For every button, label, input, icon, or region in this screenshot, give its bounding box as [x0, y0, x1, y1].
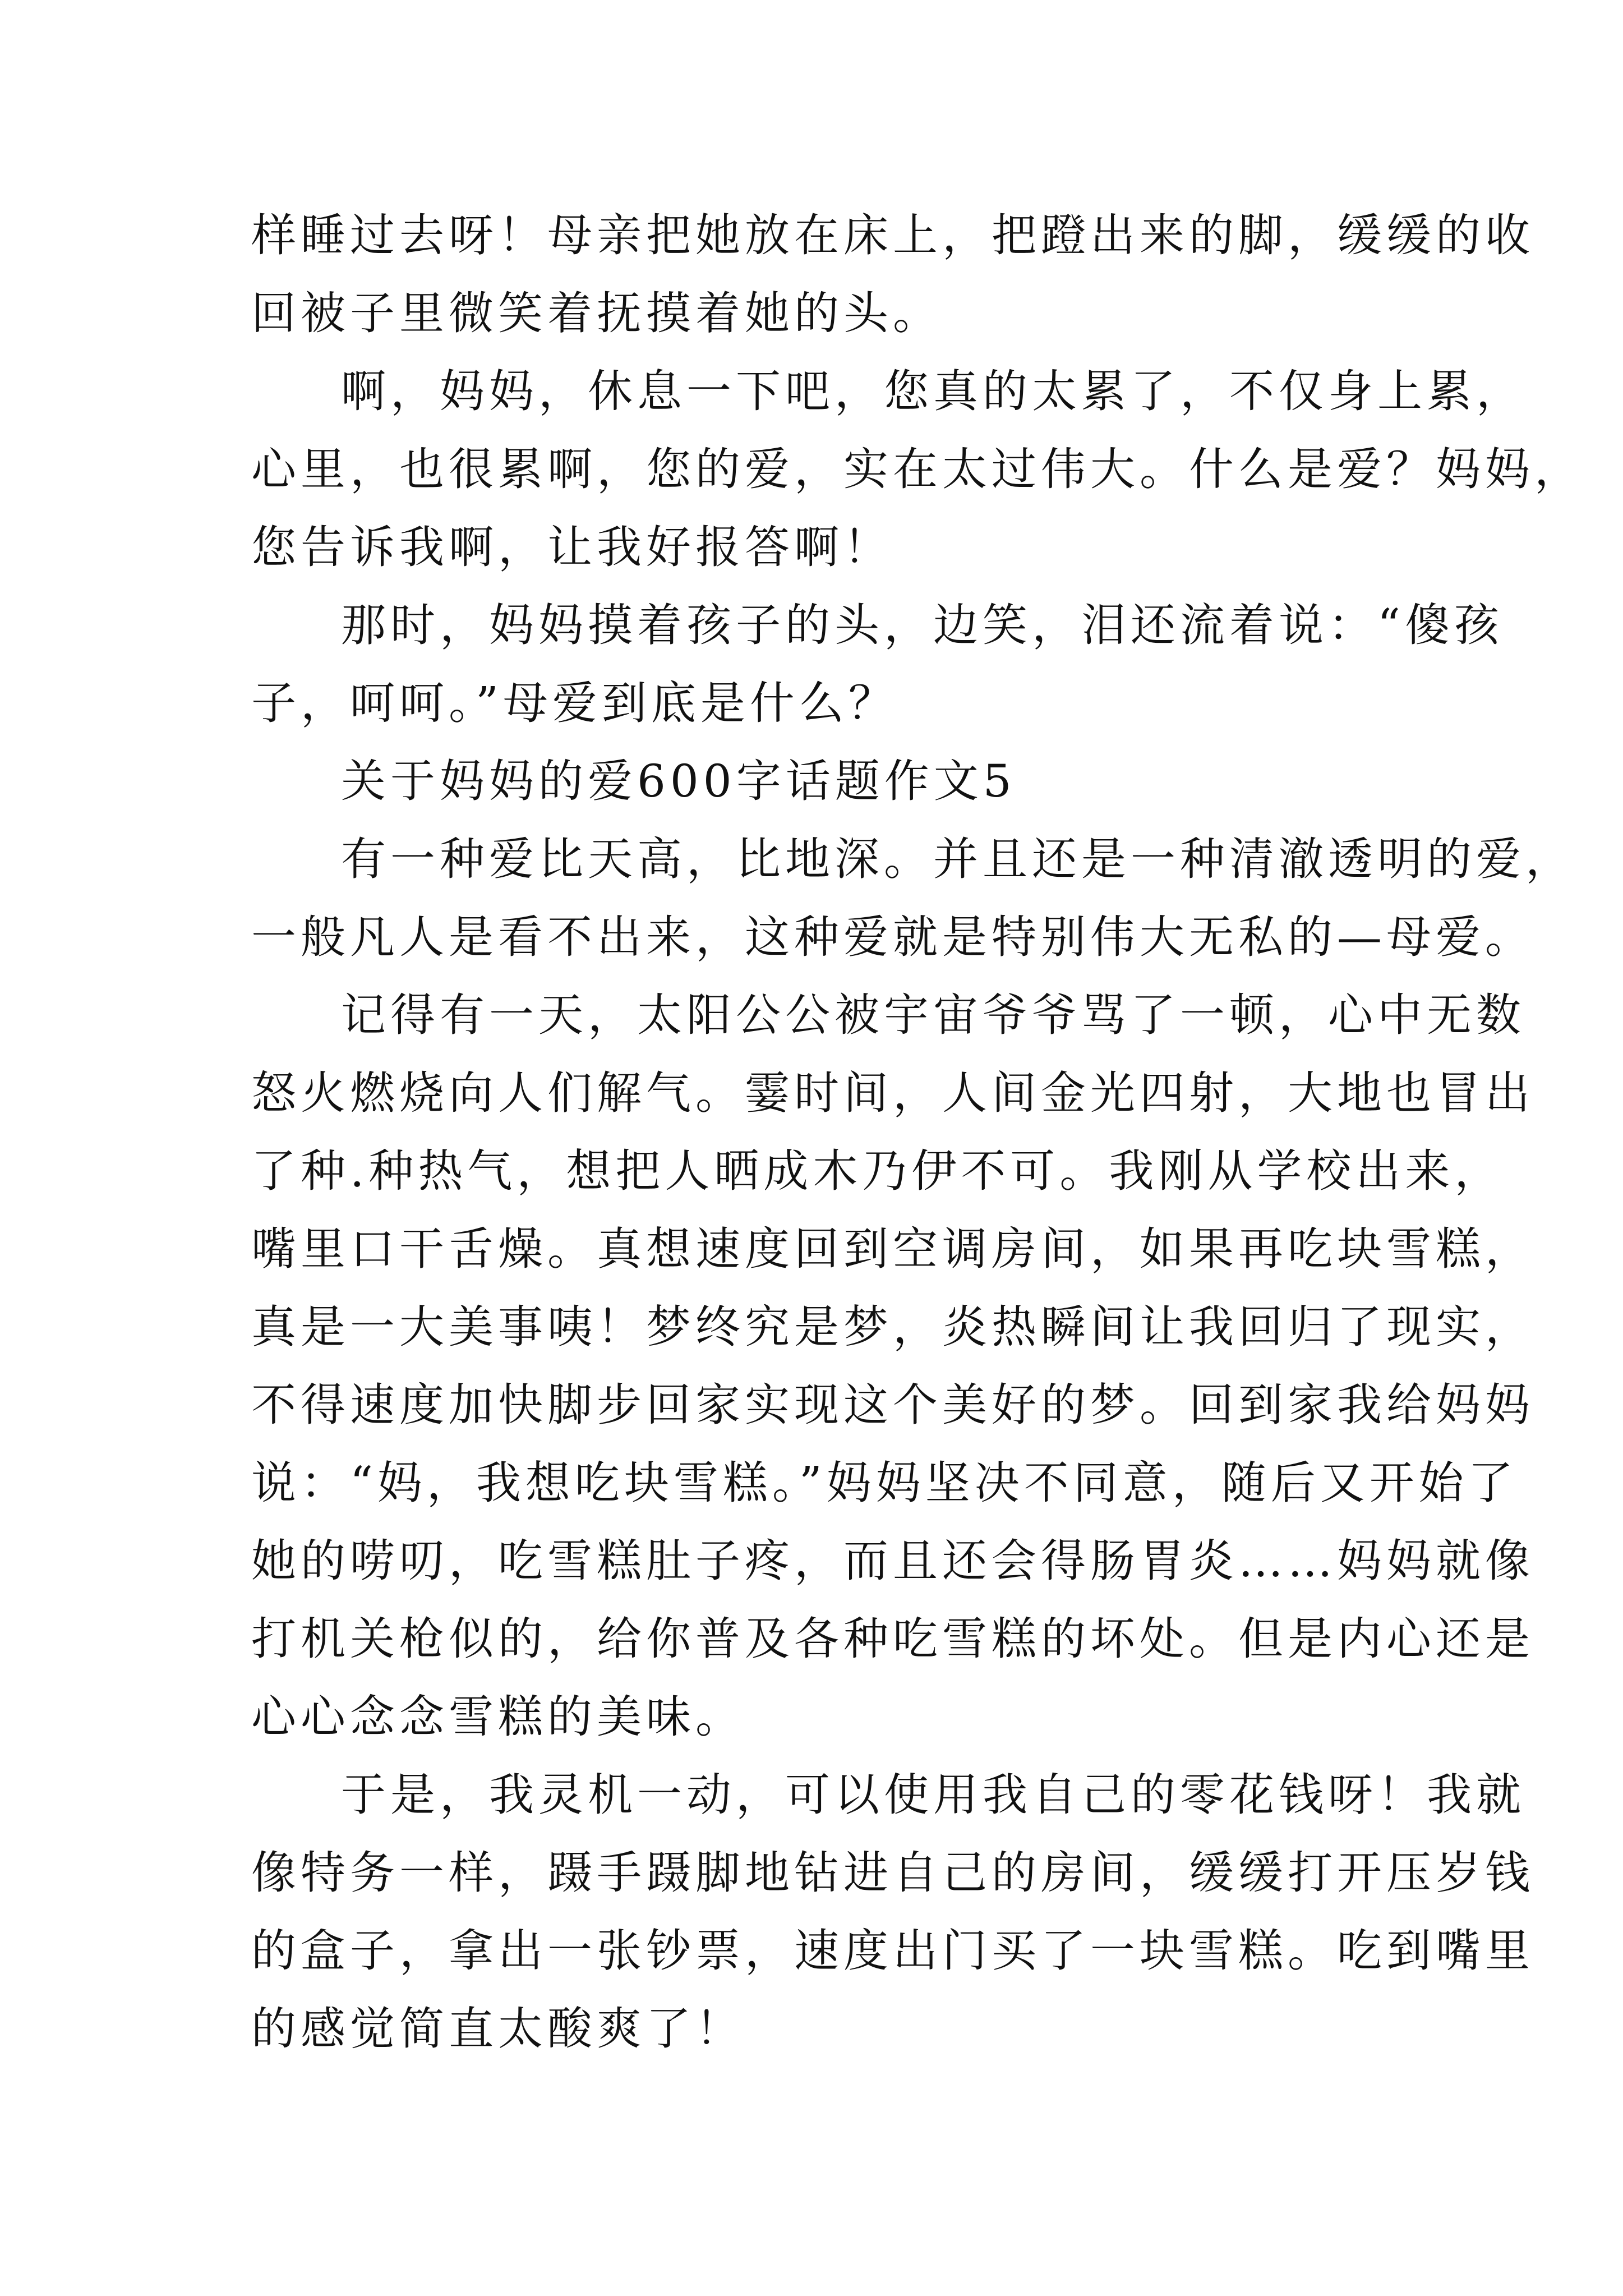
- text-line: 嘴里口干舌燥。真想速度回到空调房间，如果再吃块雪糕，: [251, 1223, 1534, 1275]
- text-line: 的感觉简直太酸爽了！: [251, 2003, 745, 2055]
- text-line: 样睡过去呀！母亲把她放在床上，把蹬出来的脚，缓缓的收: [251, 209, 1534, 261]
- text-line: 您告诉我啊，让我好报答啊！: [251, 521, 893, 573]
- text-line: 那时，妈妈摸着孩子的头，边笑，泪还流着说：“傻孩: [341, 599, 1504, 651]
- text-line: 心里，也很累啊，您的爱，实在太过伟大。什么是爱？妈妈，: [251, 443, 1584, 495]
- text-line: 回被子里微笑着抚摸着她的头。: [251, 287, 942, 339]
- text-line: 不得速度加快脚步回家实现这个美好的梦。回到家我给妈妈: [251, 1379, 1534, 1431]
- text-line: 记得有一天，太阳公公被宇宙爷爷骂了一顿，心中无数: [341, 989, 1525, 1041]
- text-line: 一般凡人是看不出来，这种爱就是特别伟大无私的—母爱。: [251, 911, 1534, 963]
- text-line: 有一种爱比天高，比地深。并且还是一种清澈透明的爱，: [341, 833, 1575, 885]
- text-line: 心心念念雪糕的美味。: [251, 1691, 745, 1743]
- text-line: 真是一大美事咦！梦终究是梦，炎热瞬间让我回归了现实，: [251, 1301, 1534, 1353]
- body-text: [251, 196, 1584, 2068]
- text-line: 的盒子，拿出一张钞票，速度出门买了一块雪糕。吃到嘴里: [251, 1925, 1534, 1977]
- text-line: 子，呵呵。”母爱到底是什么？: [251, 677, 898, 729]
- text-line: 啊，妈妈，休息一下吧，您真的太累了，不仅身上累，: [341, 365, 1525, 417]
- text-line: 于是，我灵机一动，可以使用我自己的零花钱呀！我就: [341, 1769, 1525, 1821]
- text-line: 她的唠叨，吃雪糕肚子疼，而且还会得肠胃炎……妈妈就像: [251, 1535, 1534, 1587]
- section-heading: 关于妈妈的爱600字话题作文5: [341, 755, 1016, 807]
- text-line: 说：“妈，我想吃块雪糕。”妈妈坚决不同意，随后又开始了: [251, 1457, 1518, 1509]
- text-line: 像特务一样，蹑手蹑脚地钻进自己的房间，缓缓打开压岁钱: [251, 1847, 1534, 1899]
- text-line: 怒火燃烧向人们解气。霎时间，人间金光四射，大地也冒出: [251, 1067, 1534, 1119]
- text-line: 打机关枪似的，给你普及各种吃雪糕的坏处。但是内心还是: [251, 1613, 1534, 1665]
- text-line: 了种.种热气，想把人晒成木乃伊不可。我刚从学校出来，: [251, 1145, 1504, 1197]
